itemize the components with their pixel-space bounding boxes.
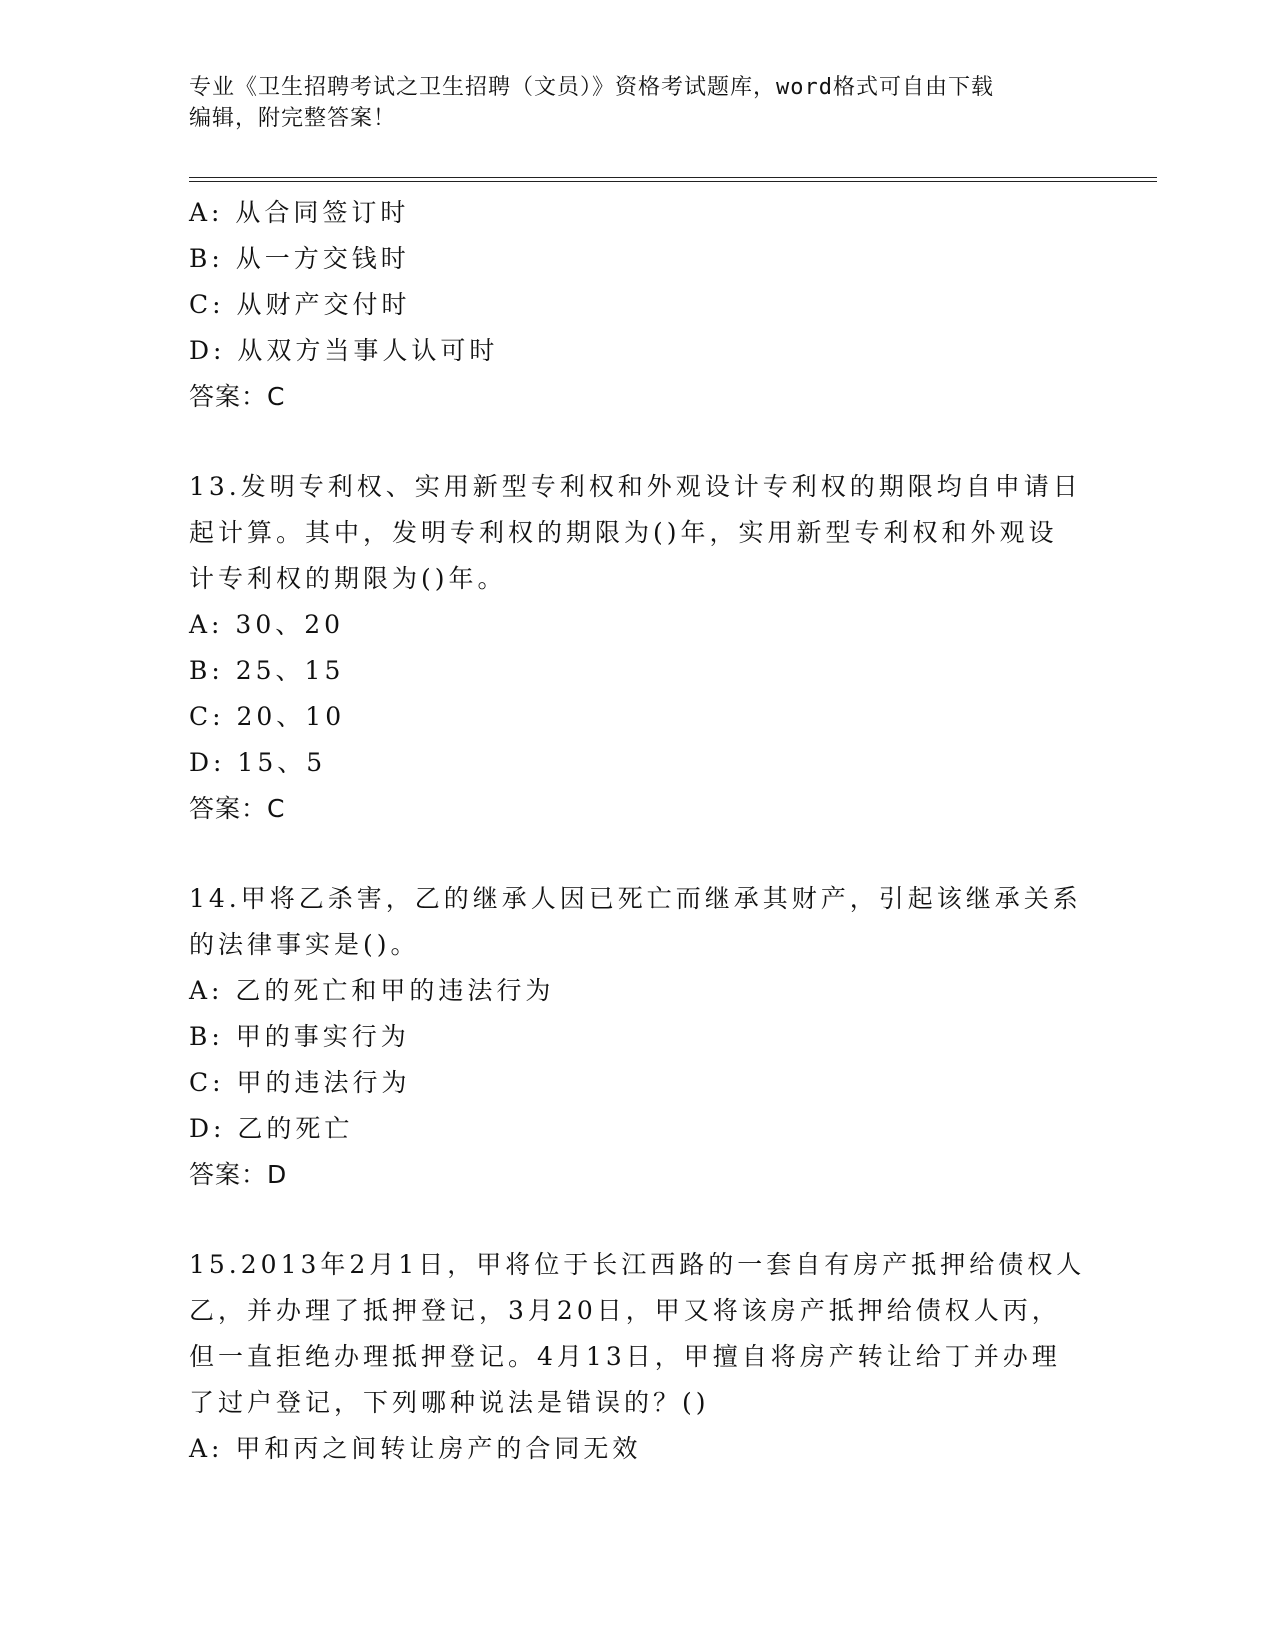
stem-line: 13.发明专利权、实用新型专利权和外观设计专利权的期限均自申请日 <box>189 472 1082 501</box>
option-c: C: 20、10 <box>189 702 346 731</box>
question-stem <box>189 876 1089 968</box>
stem-line: 乙，并办理了抵押登记，3月20日，甲又将该房产抵押给债权人丙， <box>189 1296 1061 1325</box>
answer-label: 答案：D <box>189 1160 288 1189</box>
stem-line: 的法律事实是()。 <box>189 930 420 959</box>
option-c: C: 甲的违法行为 <box>189 1068 411 1097</box>
header-divider-bottom <box>189 181 1157 182</box>
spacer <box>189 832 1089 876</box>
stem-line: 起计算。其中，发明专利权的期限为()年，实用新型专利权和外观设 <box>189 518 1058 547</box>
option-b: B: 25、15 <box>189 656 345 685</box>
option-a: A: 30、20 <box>189 610 345 639</box>
question-stem <box>189 1242 1089 1426</box>
option-a: A: 乙的死亡和甲的违法行为 <box>189 976 555 1005</box>
answer-label: 答案：C <box>189 382 286 411</box>
option-d: D: 15、5 <box>189 748 327 777</box>
option-b: B: 甲的事实行为 <box>189 1022 410 1051</box>
header-line-1: 专业《卫生招聘考试之卫生招聘（文员）》资格考试题库，word格式可自由下载 <box>189 75 994 100</box>
option-d: D: 从双方当事人认可时 <box>189 336 499 365</box>
stem-line: 15.2013年2月1日，甲将位于长江西路的一套自有房产抵押给债权人 <box>189 1250 1086 1279</box>
question-12 <box>189 190 1089 420</box>
header-line-2: 编辑，附完整答案！ <box>189 106 397 131</box>
option-d: D: 乙的死亡 <box>189 1114 354 1143</box>
question-15 <box>189 1242 1089 1472</box>
question-list <box>189 190 1089 1472</box>
question-stem <box>189 464 1089 602</box>
stem-line: 但一直拒绝办理抵押登记。4月13日，甲擅自将房产转让给丁并办理 <box>189 1342 1061 1371</box>
option-a: A: 甲和丙之间转让房产的合同无效 <box>189 1434 642 1463</box>
spacer <box>189 420 1089 464</box>
option-b: B: 从一方交钱时 <box>189 244 410 273</box>
stem-line: 14.甲将乙杀害，乙的继承人因已死亡而继承其财产，引起该继承关系 <box>189 884 1082 913</box>
question-14 <box>189 876 1089 1198</box>
question-13 <box>189 464 1089 832</box>
document-header <box>189 72 1089 134</box>
option-c: C: 从财产交付时 <box>189 290 411 319</box>
answer-label: 答案：C <box>189 794 286 823</box>
header-divider-top <box>189 177 1157 178</box>
stem-line: 计专利权的期限为()年。 <box>189 564 507 593</box>
stem-line: 了过户登记，下列哪种说法是错误的？() <box>189 1388 710 1417</box>
spacer <box>189 1198 1089 1242</box>
option-a: A: 从合同签订时 <box>189 198 410 227</box>
